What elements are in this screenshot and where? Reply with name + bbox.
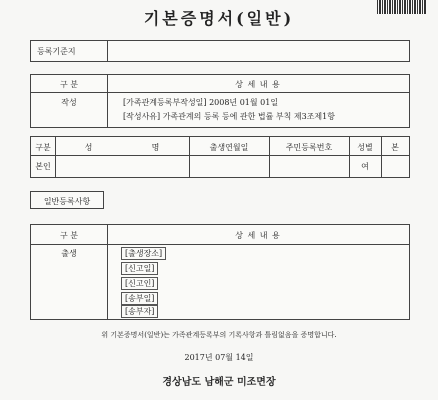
creation-line-2: [작성사유] 가족관계의 등록 등에 관한 법률 부칙 제3조제1항: [123, 112, 335, 121]
creation-line-1: [가족관계등록부작성일] 2008년 01월 01일: [123, 98, 279, 107]
birth-table: [30, 224, 410, 320]
report-date-item: [신고일]: [121, 262, 158, 275]
creation-row-label: 작성: [61, 98, 77, 107]
general-reg-label-box: [30, 191, 104, 209]
creation-header-right: 상 세 내 용: [235, 80, 281, 89]
person-header-given-name: 명: [151, 143, 160, 152]
person-row-sex: 여: [361, 162, 369, 171]
person-header-surname: 성: [84, 143, 93, 152]
birth-header-left: 구 분: [60, 231, 78, 240]
issue-date: 2017년 07월 14일: [184, 353, 254, 362]
person-header-resident-number: 주민등록번호: [285, 143, 333, 152]
person-header-birthdate: 출생연월일: [209, 143, 249, 152]
person-header-sex: 성별: [357, 143, 373, 152]
birth-row-label: 출생: [61, 249, 77, 258]
document-title: 기본증명서(일반): [143, 9, 295, 28]
send-date-item: [송부일]: [121, 292, 158, 305]
reg-base-label: 등록기준지: [37, 47, 76, 56]
general-reg-label: 일반등록사항: [43, 197, 91, 206]
certification-text: 위 기본증명서(일반)는 가족관계등록부의 기록사항과 틀림없음을 증명합니다.: [101, 331, 337, 339]
person-table: [30, 136, 410, 178]
person-row-type: 본인: [35, 162, 51, 171]
barcode-image: [377, 0, 427, 14]
issuer-name: 경상남도 남해군 미조면장: [162, 377, 276, 388]
creation-table: [30, 74, 410, 128]
person-header-origin: 본: [391, 143, 399, 152]
birth-header-right: 상 세 내 용: [235, 231, 281, 240]
reporter-item: [신고인]: [121, 277, 158, 290]
birth-place-item: [출생장소]: [121, 247, 166, 260]
creation-header-left: 구 분: [60, 80, 78, 89]
person-header-type: 구분: [35, 143, 51, 152]
sender-item: [송부자]: [121, 305, 158, 318]
reg-base-box: [30, 40, 410, 62]
